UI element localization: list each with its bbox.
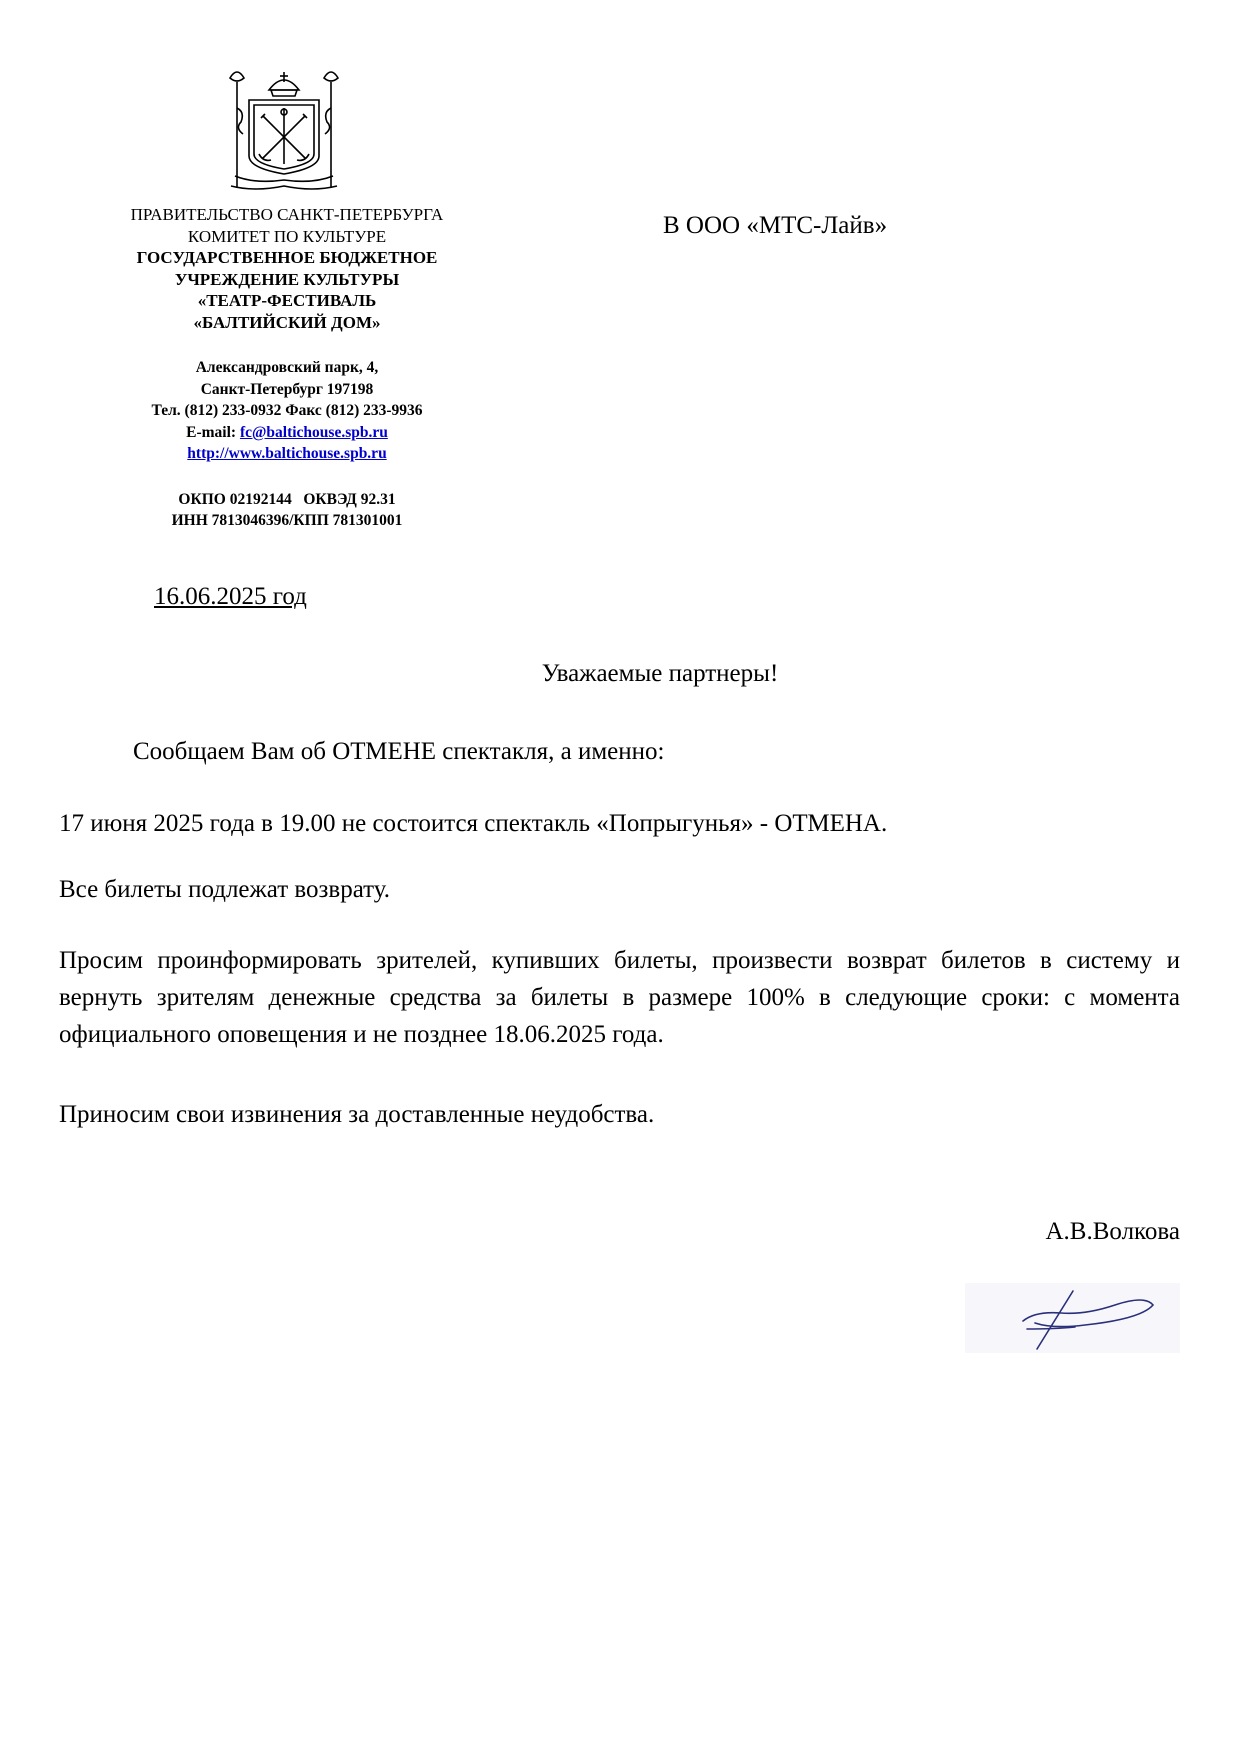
website-line	[70, 443, 504, 465]
org-name-line-3: «ТЕАТР-ФЕСТИВАЛЬ	[197, 291, 377, 310]
letterhead	[70, 204, 504, 532]
paragraph-2: 17 июня 2025 года в 19.00 не состоится спектакль «Попрыгунья» - ОТМЕНА.	[59, 810, 888, 837]
codes-line-2: ИНН 7813046396/КПП 781301001	[171, 512, 403, 529]
address-line-1: Александровский парк, 4,	[195, 359, 379, 376]
signer-name: А.В.Волкова	[1045, 1218, 1180, 1245]
committee-name: КОМИТЕТ ПО КУЛЬТУРЕ	[187, 226, 387, 246]
letter-date: 16.06.2025 год	[154, 583, 307, 610]
paragraph-3: Все билеты подлежат возврату.	[59, 876, 391, 903]
website-link[interactable]: http://www.baltichouse.spb.ru	[187, 445, 387, 462]
addressee: В ООО «МТС-Лайв»	[663, 212, 888, 239]
org-name-line-1: ГОСУДАРСТВЕННОЕ БЮДЖЕТНОЕ	[136, 248, 438, 267]
email-line	[70, 422, 504, 444]
paragraph-4: Просим проинформировать зрителей, купивших билеты, произвести возврат билетов в систему и вернуть зрителям денежные средства за билеты в размере 100% в следующие сроки: с момента официального оповещения и не позднее 18.06.2025 года.	[59, 947, 1180, 1048]
government-name: ПРАВИТЕЛЬСТВО САНКТ-ПЕТЕРБУРГА	[130, 205, 444, 224]
org-name-line-4: «БАЛТИЙСКИЙ ДОМ»	[193, 312, 381, 332]
email-label: E-mail:	[186, 423, 240, 441]
codes-line-1: ОКПО 02192144 ОКВЭД 92.31	[178, 490, 396, 508]
spacer	[70, 465, 504, 489]
paragraph-5: Приносим свои извинения за доставленные неудобства.	[59, 1101, 655, 1128]
signature-icon	[965, 1283, 1180, 1353]
spacer	[70, 333, 504, 357]
address-line-2: Санкт-Петербург 197198	[200, 380, 374, 398]
org-name-line-2: УЧРЕЖДЕНИЕ КУЛЬТУРЫ	[174, 269, 400, 289]
coat-of-arms-icon	[225, 68, 343, 190]
salutation: Уважаемые партнеры!	[541, 660, 779, 687]
email-link[interactable]: fc@baltichouse.spb.ru	[239, 423, 388, 441]
phone-fax: Тел. (812) 233-0932 Факс (812) 233-9936	[151, 402, 423, 419]
paragraph-1: Сообщаем Вам об ОТМЕНЕ спектакля, а именно:	[133, 738, 665, 765]
